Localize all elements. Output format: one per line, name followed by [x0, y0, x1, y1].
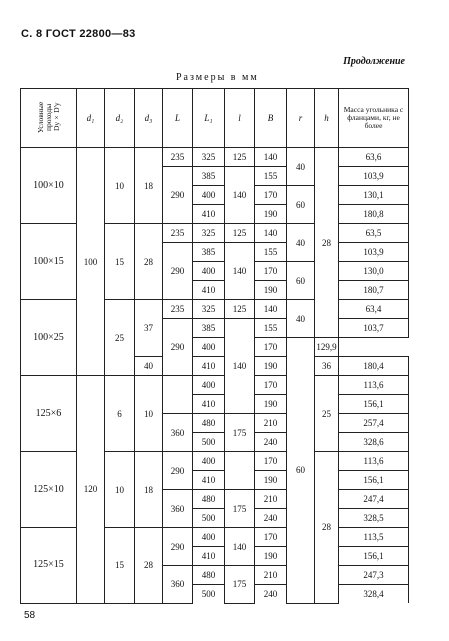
cell-B: 190: [255, 395, 287, 414]
cell-d3: 10: [135, 376, 163, 452]
cell-passage: 125×15: [21, 528, 77, 604]
cell-L1: 500: [193, 509, 225, 528]
cell-mass: 180,4: [339, 357, 409, 376]
cell-passage: 100×15: [21, 224, 77, 300]
dimensions-table: [20, 88, 409, 604]
cell-d3: 18: [135, 148, 163, 224]
cell-l: 175: [225, 414, 255, 452]
cell-B: 190: [255, 547, 287, 566]
cell-l: 175: [225, 490, 255, 528]
cell-mass: 63,5: [339, 224, 409, 243]
cell-d1: 100: [77, 148, 105, 376]
cell-L1: 480: [193, 414, 225, 433]
cell-L1: 410: [193, 471, 225, 490]
cell-B: 170: [255, 186, 287, 205]
cell-mass: 113,6: [339, 376, 409, 395]
cell-d2: 6: [105, 376, 135, 452]
cell-r: 40: [287, 300, 315, 338]
cell-B: 240: [255, 433, 287, 452]
cell-L1: 500: [193, 433, 225, 452]
col-B: B: [255, 89, 287, 148]
cell-L1: 410: [193, 205, 225, 224]
cell-h: 36: [315, 357, 339, 376]
col-L: L: [163, 89, 193, 148]
cell-L1: 410: [193, 395, 225, 414]
cell-B: 170: [255, 376, 287, 395]
cell-L1: 480: [193, 490, 225, 509]
cell-L: 360: [163, 566, 193, 604]
cell-B: 190: [255, 471, 287, 490]
cell-B: 140: [255, 148, 287, 167]
col-l: l: [225, 89, 255, 148]
cell-mass: 129,9: [315, 338, 339, 357]
cell-L1: 500: [193, 585, 225, 604]
cell-l: [225, 452, 255, 490]
cell-mass: 247,3: [339, 566, 409, 585]
cell-B: 140: [255, 300, 287, 319]
cell-B: 190: [255, 357, 287, 376]
cell-B: 190: [255, 205, 287, 224]
cell-d3: 28: [135, 224, 163, 300]
cell-B: 170: [255, 452, 287, 471]
cell-d3: 18: [135, 452, 163, 528]
cell-L1: 410: [193, 357, 225, 376]
cell-d2: 10: [105, 148, 135, 224]
cell-mass: 63,6: [339, 148, 409, 167]
cell-d3: 37: [135, 300, 163, 357]
cell-mass: 328,4: [339, 585, 409, 604]
cell-mass: 103,9: [339, 167, 409, 186]
cell-d2: 10: [105, 452, 135, 528]
cell-L1: 325: [193, 148, 225, 167]
cell-d3: 28: [135, 528, 163, 604]
cell-r: 60: [287, 186, 315, 224]
cell-r: 60: [287, 338, 315, 604]
cell-B: 155: [255, 167, 287, 186]
page-header: С. 8 ГОСТ 22800—83: [21, 28, 136, 40]
col-d1: d₁: [77, 89, 105, 148]
cell-L1: 410: [193, 547, 225, 566]
cell-L: 235: [163, 148, 193, 167]
cell-mass: 247,4: [339, 490, 409, 509]
cell-L: 360: [163, 414, 193, 452]
cell-mass: 180,7: [339, 281, 409, 300]
cell-B: 155: [255, 243, 287, 262]
cell-L1: 325: [193, 224, 225, 243]
cell-L: 290: [163, 319, 193, 376]
cell-mass: 113,6: [339, 452, 409, 471]
cell-L: 290: [163, 528, 193, 566]
cell-L1: 400: [193, 452, 225, 471]
cell-L1: 385: [193, 319, 225, 338]
cell-l: 140: [225, 319, 255, 414]
cell-B: 170: [255, 262, 287, 281]
cell-L: 290: [163, 452, 193, 490]
page-number: 58: [24, 610, 36, 621]
cell-B: 210: [255, 566, 287, 585]
table-row: [21, 376, 409, 395]
cell-mass: 156,1: [339, 547, 409, 566]
col-r: r: [287, 89, 315, 148]
cell-passage: 125×10: [21, 452, 77, 528]
table-caption: Размеры в мм: [176, 72, 259, 83]
cell-l: 140: [225, 528, 255, 566]
cell-L1: 480: [193, 566, 225, 585]
cell-h: 28: [315, 148, 339, 338]
cell-B: 170: [255, 528, 287, 547]
cell-r: 40: [287, 148, 315, 186]
cell-mass: 328,6: [339, 433, 409, 452]
cell-B: 210: [255, 490, 287, 509]
col-h: h: [315, 89, 339, 148]
cell-B: 210: [255, 414, 287, 433]
col-d3: d₃: [135, 89, 163, 148]
cell-B: 240: [255, 585, 287, 604]
cell-L1: 400: [193, 186, 225, 205]
cell-mass: 180,8: [339, 205, 409, 224]
cell-L1: 385: [193, 243, 225, 262]
cell-L: 360: [163, 490, 193, 528]
cell-l: 140: [225, 167, 255, 224]
cell-L: [163, 376, 193, 414]
cell-L: 290: [163, 243, 193, 300]
cell-l: 140: [225, 243, 255, 300]
cell-mass: 156,1: [339, 395, 409, 414]
cell-mass: 257,4: [339, 414, 409, 433]
cell-mass: 103,9: [339, 243, 409, 262]
cell-mass: 156,1: [339, 471, 409, 490]
cell-mass: 103,7: [339, 319, 409, 338]
cell-d3: 40: [135, 357, 163, 376]
cell-L: 235: [163, 300, 193, 319]
cell-mass: 63,4: [339, 300, 409, 319]
col-L1: L₁: [193, 89, 225, 148]
cell-B: 190: [255, 281, 287, 300]
cell-L: 235: [163, 224, 193, 243]
cell-L1: 400: [193, 338, 225, 357]
cell-L1: 410: [193, 281, 225, 300]
cell-mass: 130,1: [339, 186, 409, 205]
col-mass: Масса угольника с фланцами, кг, не более: [339, 89, 409, 148]
cell-B: 170: [255, 338, 287, 357]
cell-L1: 385: [193, 167, 225, 186]
cell-l: 125: [225, 300, 255, 319]
table-row: [21, 148, 409, 167]
col-d2: d₂: [105, 89, 135, 148]
cell-passage: 100×10: [21, 148, 77, 224]
continuation-label: Продолжение: [343, 56, 405, 67]
cell-l: 125: [225, 224, 255, 243]
cell-mass: 130,0: [339, 262, 409, 281]
cell-L1: 400: [193, 376, 225, 395]
cell-B: 155: [255, 319, 287, 338]
cell-l: 125: [225, 148, 255, 167]
cell-d2: 25: [105, 300, 135, 376]
cell-l: 175: [225, 566, 255, 604]
cell-d1: 120: [77, 376, 105, 604]
cell-d2: 15: [105, 528, 135, 604]
cell-passage: 100×25: [21, 300, 77, 376]
col-nominal-passage: Условные проходы Dy×D'y: [21, 89, 77, 148]
cell-h: 28: [315, 452, 339, 604]
cell-r: 40: [287, 224, 315, 262]
cell-L1: 325: [193, 300, 225, 319]
cell-B: 240: [255, 509, 287, 528]
cell-L1: 400: [193, 262, 225, 281]
cell-d2: 15: [105, 224, 135, 300]
cell-r: 60: [287, 262, 315, 300]
cell-passage: 125×6: [21, 376, 77, 452]
cell-B: 140: [255, 224, 287, 243]
cell-mass: 113,5: [339, 528, 409, 547]
cell-h: 25: [315, 376, 339, 452]
cell-L1: 400: [193, 528, 225, 547]
cell-mass: 328,5: [339, 509, 409, 528]
cell-L: 290: [163, 167, 193, 224]
